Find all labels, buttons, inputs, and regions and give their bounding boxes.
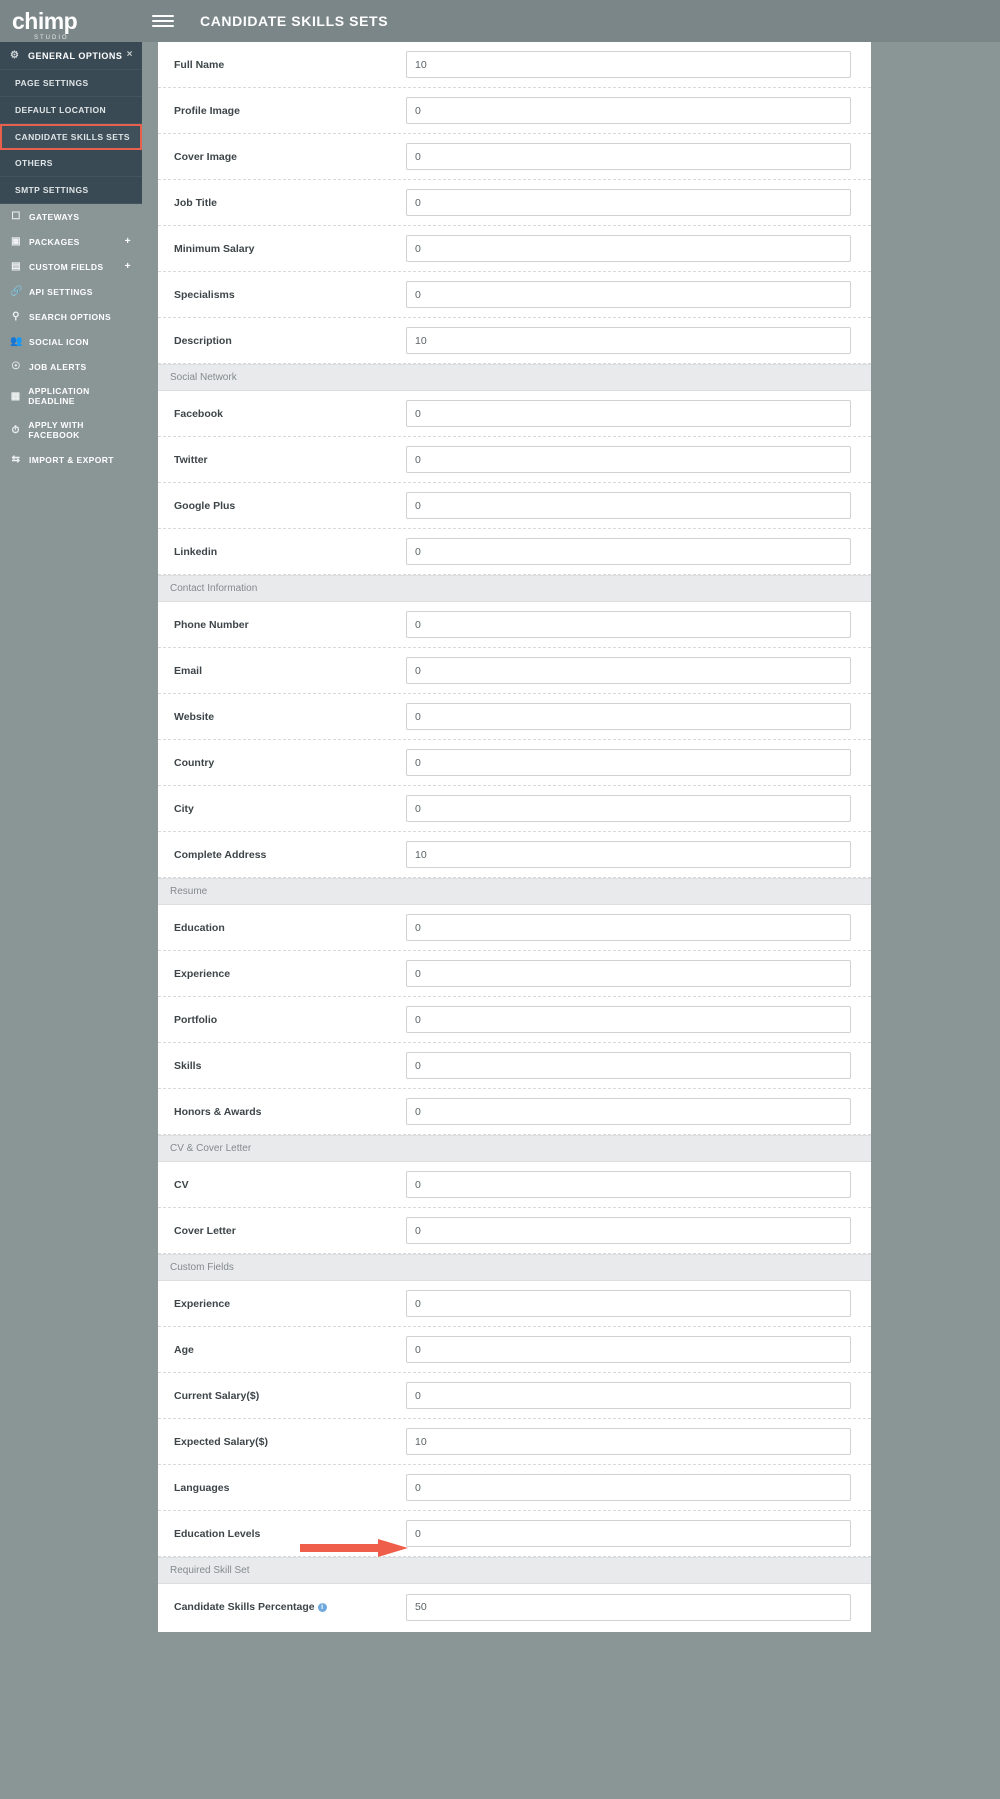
- bell-icon: ☉: [11, 361, 21, 372]
- sidebar-group-label: GENERAL OPTIONS: [28, 50, 123, 61]
- field-input[interactable]: [406, 914, 851, 941]
- field-row: [158, 437, 871, 483]
- field-row: [158, 483, 871, 529]
- field-label: [174, 1528, 406, 1540]
- field-row: [158, 318, 871, 364]
- field-label: [174, 665, 406, 677]
- close-icon[interactable]: ×: [126, 49, 133, 60]
- field-label-text: Skills: [174, 1059, 202, 1072]
- field-label: [174, 1436, 406, 1448]
- field-input[interactable]: [406, 538, 851, 565]
- field-label: [174, 968, 406, 980]
- calendar-icon: ▦: [10, 390, 21, 402]
- brand-logo[interactable]: [0, 0, 142, 42]
- sidebar-item-others[interactable]: [0, 150, 142, 177]
- field-input[interactable]: [406, 749, 851, 776]
- field-label-text: Cover Letter: [174, 1224, 236, 1237]
- field-row: [158, 1327, 871, 1373]
- field-row: [158, 951, 871, 997]
- hamburger-icon[interactable]: [152, 12, 174, 30]
- field-input[interactable]: [406, 1382, 851, 1409]
- sidebar-item-page-settings[interactable]: [0, 70, 142, 97]
- field-row: [158, 1043, 871, 1089]
- field-row: [158, 134, 871, 180]
- field-input[interactable]: [406, 960, 851, 987]
- field-label: [174, 711, 406, 723]
- field-label: [174, 1060, 406, 1072]
- field-label: [174, 1106, 406, 1118]
- sidebar-item-packages[interactable]: [0, 229, 142, 254]
- sidebar-item-label: SOCIAL ICON: [29, 336, 89, 347]
- field-label-text: Job Title: [174, 196, 217, 209]
- field-label-text: Experience: [174, 1297, 231, 1310]
- sidebar-subitem-label: SMTP SETTINGS: [15, 185, 89, 195]
- field-input[interactable]: [406, 1520, 851, 1547]
- field-label-text: CV: [174, 1178, 189, 1191]
- sidebar-item-label: JOB ALERTS: [29, 361, 87, 372]
- field-label-text: Country: [174, 756, 215, 769]
- field-row: [158, 226, 871, 272]
- field-label-text: Profile Image: [174, 104, 240, 117]
- field-input[interactable]: [406, 143, 851, 170]
- field-input[interactable]: [406, 1290, 851, 1317]
- field-label: [174, 1298, 406, 1310]
- field-label: [174, 1014, 406, 1026]
- field-row: [158, 88, 871, 134]
- field-input[interactable]: [406, 795, 851, 822]
- field-row: [158, 1373, 871, 1419]
- field-label: [174, 1482, 406, 1494]
- field-row: [158, 694, 871, 740]
- field-label: [174, 757, 406, 769]
- field-label-text: Education: [174, 921, 225, 934]
- field-label-text: Age: [174, 1343, 194, 1356]
- field-label: [174, 105, 406, 117]
- field-input[interactable]: [406, 446, 851, 473]
- field-label-text: Honors & Awards: [174, 1105, 262, 1118]
- field-label: [174, 546, 406, 558]
- sidebar-item-custom-fields[interactable]: [0, 254, 142, 279]
- field-row: [158, 1281, 871, 1327]
- sidebar-item-label: SEARCH OPTIONS: [29, 311, 112, 322]
- field-label-text: Google Plus: [174, 499, 236, 512]
- field-row: [158, 1419, 871, 1465]
- sidebar-group-general-options: [0, 42, 142, 204]
- sidebar-item-job-alerts[interactable]: [0, 354, 142, 379]
- field-input[interactable]: [406, 1006, 851, 1033]
- field-label-text: Education Levels: [174, 1527, 261, 1540]
- field-label: [174, 197, 406, 209]
- section-header: Social Network: [158, 364, 871, 391]
- field-row: [158, 602, 871, 648]
- sidebar: [0, 42, 142, 1799]
- field-input[interactable]: [406, 492, 851, 519]
- field-label-text: Specialisms: [174, 288, 235, 301]
- field-input[interactable]: [406, 611, 851, 638]
- sidebar-item-apply-with-facebook[interactable]: [0, 413, 142, 447]
- field-label: [174, 454, 406, 466]
- field-label-text: Complete Address: [174, 848, 267, 861]
- field-row: [158, 905, 871, 951]
- sidebar-item-label: API SETTINGS: [29, 286, 93, 297]
- section-header: CV & Cover Letter: [158, 1135, 871, 1162]
- field-label: [174, 849, 406, 861]
- field-row: [158, 997, 871, 1043]
- field-label: [174, 500, 406, 512]
- field-input[interactable]: [406, 97, 851, 124]
- plus-icon[interactable]: +: [124, 260, 131, 272]
- info-icon[interactable]: i: [318, 1603, 327, 1612]
- field-label: [174, 289, 406, 301]
- folder-icon: ☐: [11, 211, 21, 222]
- field-row: [158, 648, 871, 694]
- field-label: [174, 1225, 406, 1237]
- field-input[interactable]: [406, 281, 851, 308]
- sidebar-item-general-options[interactable]: [0, 42, 142, 70]
- search-icon: ⚲: [12, 311, 20, 322]
- field-label-text: Minimum Salary: [174, 242, 255, 255]
- sidebar-item-label: CUSTOM FIELDS: [29, 261, 104, 272]
- sidebar-item-label: APPLICATION DEADLINE: [28, 386, 90, 406]
- field-label-text: Portfolio: [174, 1013, 218, 1026]
- sidebar-item-default-location[interactable]: [0, 97, 142, 124]
- field-row: [158, 272, 871, 318]
- top-bar: [0, 0, 1000, 42]
- section-header: Required Skill Set: [158, 1557, 871, 1584]
- sidebar-subitem-label: CANDIDATE SKILLS SETS: [15, 132, 130, 142]
- sidebar-item-social-icon[interactable]: [0, 329, 142, 354]
- field-label: [174, 1179, 406, 1191]
- sidebar-subitem-label: PAGE SETTINGS: [15, 78, 89, 88]
- exchange-icon: ⇆: [11, 454, 21, 465]
- field-label-text: Experience: [174, 967, 231, 980]
- field-row: [158, 180, 871, 226]
- section-header: Resume: [158, 878, 871, 905]
- field-input[interactable]: [406, 703, 851, 730]
- field-row: [158, 1584, 871, 1630]
- field-label: [174, 1390, 406, 1402]
- field-label-text: Facebook: [174, 407, 224, 420]
- field-row: [158, 1511, 871, 1557]
- field-label-text: Full Name: [174, 58, 225, 71]
- card-icon: ▣: [11, 236, 21, 247]
- field-input[interactable]: [406, 1171, 851, 1198]
- field-label: [174, 803, 406, 815]
- field-row: [158, 391, 871, 437]
- field-input[interactable]: [406, 51, 851, 78]
- sidebar-item-candidate-skills-sets[interactable]: [0, 124, 142, 150]
- sidebar-item-smtp-settings[interactable]: [0, 177, 142, 204]
- sidebar-item-import-export[interactable]: [0, 447, 142, 472]
- field-row: [158, 529, 871, 575]
- sidebar-item-label: APPLY WITH FACEBOOK: [28, 420, 84, 440]
- logo-label: chimp: [12, 7, 78, 34]
- field-row: [158, 832, 871, 878]
- field-label-text: Email: [174, 664, 203, 677]
- field-input[interactable]: [406, 1428, 851, 1455]
- field-input[interactable]: [406, 657, 851, 684]
- field-label: [174, 922, 406, 934]
- sidebar-item-label: IMPORT & EXPORT: [29, 454, 114, 465]
- field-label-text: Description: [174, 334, 232, 347]
- link-icon: 🔗: [10, 286, 23, 297]
- sidebar-item-search-options[interactable]: [0, 304, 142, 329]
- field-input[interactable]: [406, 1052, 851, 1079]
- field-label: [174, 151, 406, 163]
- field-row: [158, 786, 871, 832]
- field-label-text: Current Salary($): [174, 1389, 260, 1402]
- field-input[interactable]: [406, 1336, 851, 1363]
- sidebar-subitem-label: OTHERS: [15, 158, 53, 168]
- field-label-text: Phone Number: [174, 618, 249, 631]
- section-header: Contact Information: [158, 575, 871, 602]
- logo-sub-label: STUDIO: [34, 34, 69, 41]
- sidebar-item-gateways[interactable]: [0, 204, 142, 229]
- list-icon: ▤: [11, 261, 21, 272]
- field-row: [158, 1208, 871, 1254]
- field-input[interactable]: [406, 1594, 851, 1621]
- field-input[interactable]: [406, 1217, 851, 1244]
- sidebar-item-application-deadline[interactable]: [0, 379, 142, 413]
- field-input[interactable]: [406, 327, 851, 354]
- settings-form: [158, 42, 871, 1632]
- field-input[interactable]: [406, 235, 851, 262]
- field-label: [174, 335, 406, 347]
- field-input[interactable]: [406, 400, 851, 427]
- field-input[interactable]: [406, 1098, 851, 1125]
- field-label-text: Expected Salary($): [174, 1435, 268, 1448]
- field-label: [174, 1601, 406, 1613]
- field-label: [174, 619, 406, 631]
- users-icon: 👥: [10, 336, 23, 347]
- field-row: [158, 42, 871, 88]
- field-label-text: Languages: [174, 1481, 230, 1494]
- clock-icon: ⏱: [11, 424, 20, 436]
- field-label-text: Cover Image: [174, 150, 238, 163]
- field-label-text: Website: [174, 710, 215, 723]
- field-label-text: Candidate Skills Percentage: [174, 1601, 315, 1613]
- sidebar-item-label: PACKAGES: [29, 236, 80, 247]
- field-row: [158, 1465, 871, 1511]
- field-label-text: Twitter: [174, 453, 208, 466]
- field-row: [158, 740, 871, 786]
- field-input[interactable]: [406, 189, 851, 216]
- wrench-icon: ⚙: [10, 50, 20, 61]
- field-input[interactable]: [406, 841, 851, 868]
- field-label: [174, 408, 406, 420]
- plus-icon[interactable]: +: [124, 235, 131, 247]
- field-label: [174, 59, 406, 71]
- field-label: [174, 243, 406, 255]
- field-label-text: City: [174, 802, 194, 815]
- section-header: Custom Fields: [158, 1254, 871, 1281]
- sidebar-item-api-settings[interactable]: [0, 279, 142, 304]
- logo-text: [12, 7, 78, 41]
- field-row: [158, 1162, 871, 1208]
- page-title: CANDIDATE SKILLS SETS: [200, 13, 389, 29]
- field-label-text: Linkedin: [174, 545, 218, 558]
- sidebar-item-label: GATEWAYS: [29, 211, 80, 222]
- field-label: [174, 1344, 406, 1356]
- field-row: [158, 1089, 871, 1135]
- field-input[interactable]: [406, 1474, 851, 1501]
- sidebar-subitem-label: DEFAULT LOCATION: [15, 105, 107, 115]
